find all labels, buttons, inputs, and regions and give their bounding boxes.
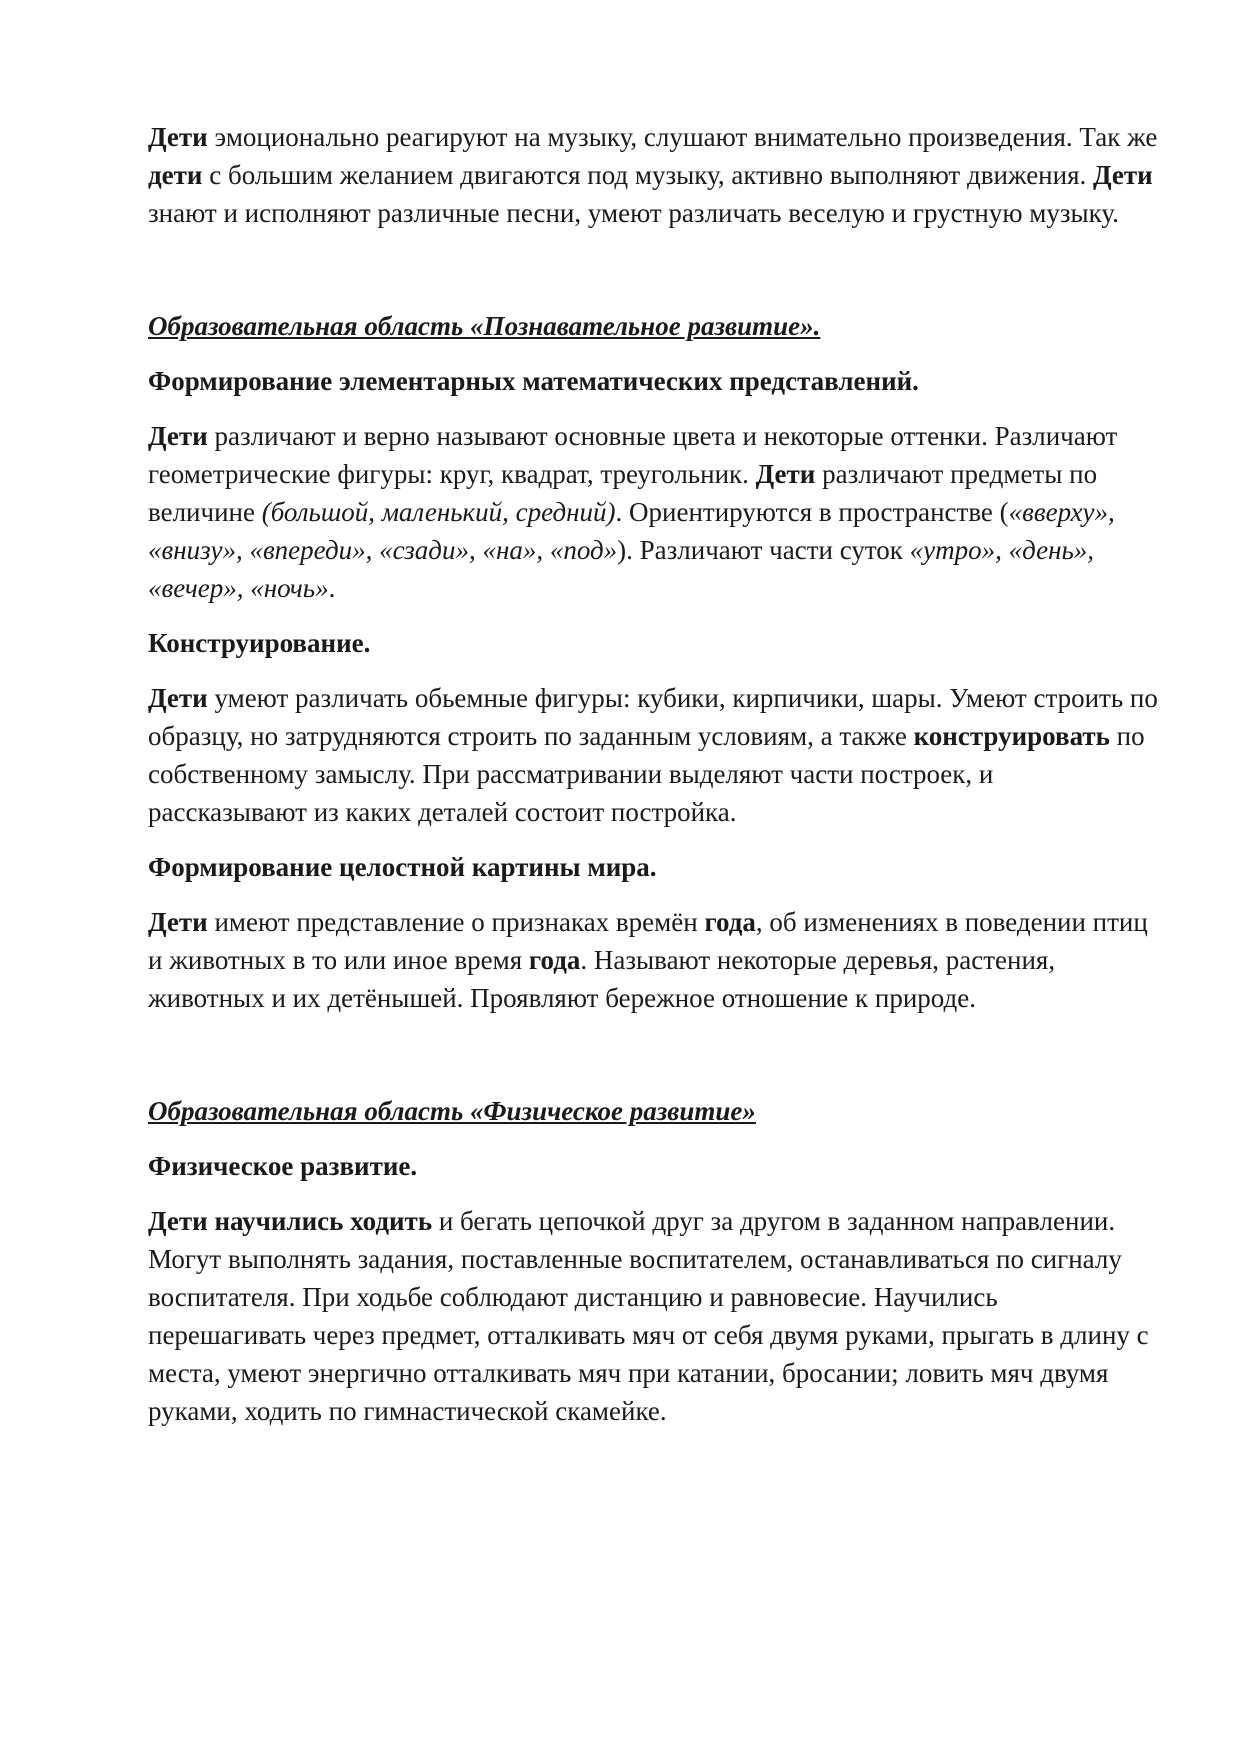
bold-text: Дети научились ходить: [148, 1206, 433, 1236]
bold-text: Дети: [148, 907, 208, 937]
bold-text: Дети: [1093, 160, 1153, 190]
subheading-construction: Конструирование.: [148, 628, 371, 658]
math-paragraph: [148, 417, 1158, 607]
construction-paragraph: [148, 679, 1158, 831]
text-run: ). Различают части суток: [617, 535, 910, 565]
subheading-world-picture: Формирование целостной картины мира.: [148, 852, 657, 882]
bold-text: конструировать: [913, 721, 1110, 751]
music-paragraph: [148, 118, 1158, 232]
document-content: [148, 118, 1158, 1447]
subheading-math: Формирование элементарных математических представлений.: [148, 366, 919, 396]
world-picture-paragraph: [148, 903, 1158, 1017]
text-run: различают предметы по величине: [148, 459, 1098, 527]
italic-text: «утро», «день», «вечер», «ночь»: [148, 535, 1095, 603]
text-run: различают и верно называют основные цвета и некоторые оттенки. Различают геометрические фигуры: круг, квадрат, треугольник.: [148, 421, 1118, 489]
area-heading-physical: Образовательная область «Физическое развитие»: [148, 1096, 756, 1126]
area-heading-cognitive: Образовательная область «Познавательное развитие».: [148, 311, 821, 341]
text-run: имеют представление о признаках времён: [207, 907, 705, 937]
bold-text: Дети: [755, 459, 816, 489]
bold-text: года: [528, 945, 581, 975]
physical-paragraph: [148, 1202, 1158, 1430]
bold-text: Дети: [148, 683, 208, 713]
text-run: .: [328, 573, 336, 603]
bold-text: Дети: [148, 421, 208, 451]
italic-text: «вверху», «внизу», «впереди», «сзади», «на», «под»: [148, 497, 1115, 565]
bold-text: года: [704, 907, 756, 937]
italic-text: (большой, маленький, средний): [261, 497, 616, 527]
text-run: эмоционально реагируют на музыку, слушают внимательно произведения. Так же: [207, 122, 1158, 152]
bold-text: Дети: [148, 122, 208, 152]
text-run: . Ориентируются в пространстве (: [615, 497, 1009, 527]
text-run: . Называют некоторые деревья, растения, животных и их детёнышей. Проявляют бережное отношение к природе.: [148, 945, 1056, 1013]
text-run: умеют различать обьемные фигуры: кубики, кирпичики, шары. Умеют строить по образцу, но затрудняются строить по заданным условиям, а также: [148, 683, 1158, 751]
text-run: знают и исполняют различные песни, умеют различать веселую и грустную музыку.: [148, 198, 1119, 228]
text-run: , об изменениях в поведении птиц и животных в то или иное время: [148, 907, 1148, 975]
text-run: с большим желанием двигаются под музыку, активно выполняют движения.: [202, 160, 1093, 190]
bold-text: дети: [148, 160, 203, 190]
text-run: и бегать цепочкой друг за другом в заданном направлении. Могут выполнять задания, поставленные воспитателем, останавливаться по сигналу воспитателя. При ходьбе соблюдают дистанцию и равновесие. Научились перешагивать через предмет, отталкивать мяч от себя двумя руками, прыгать в длину с места, умеют энергично отталкивать мяч при катании, бросании; ловить мяч двумя руками, ходить по гимнастической скамейке.: [148, 1206, 1149, 1426]
subheading-physical: Физическое развитие.: [148, 1151, 418, 1181]
text-run: по собственному замыслу. При рассматривании выделяют части построек, и рассказывают из каких деталей состоит постройка.: [148, 721, 1145, 827]
